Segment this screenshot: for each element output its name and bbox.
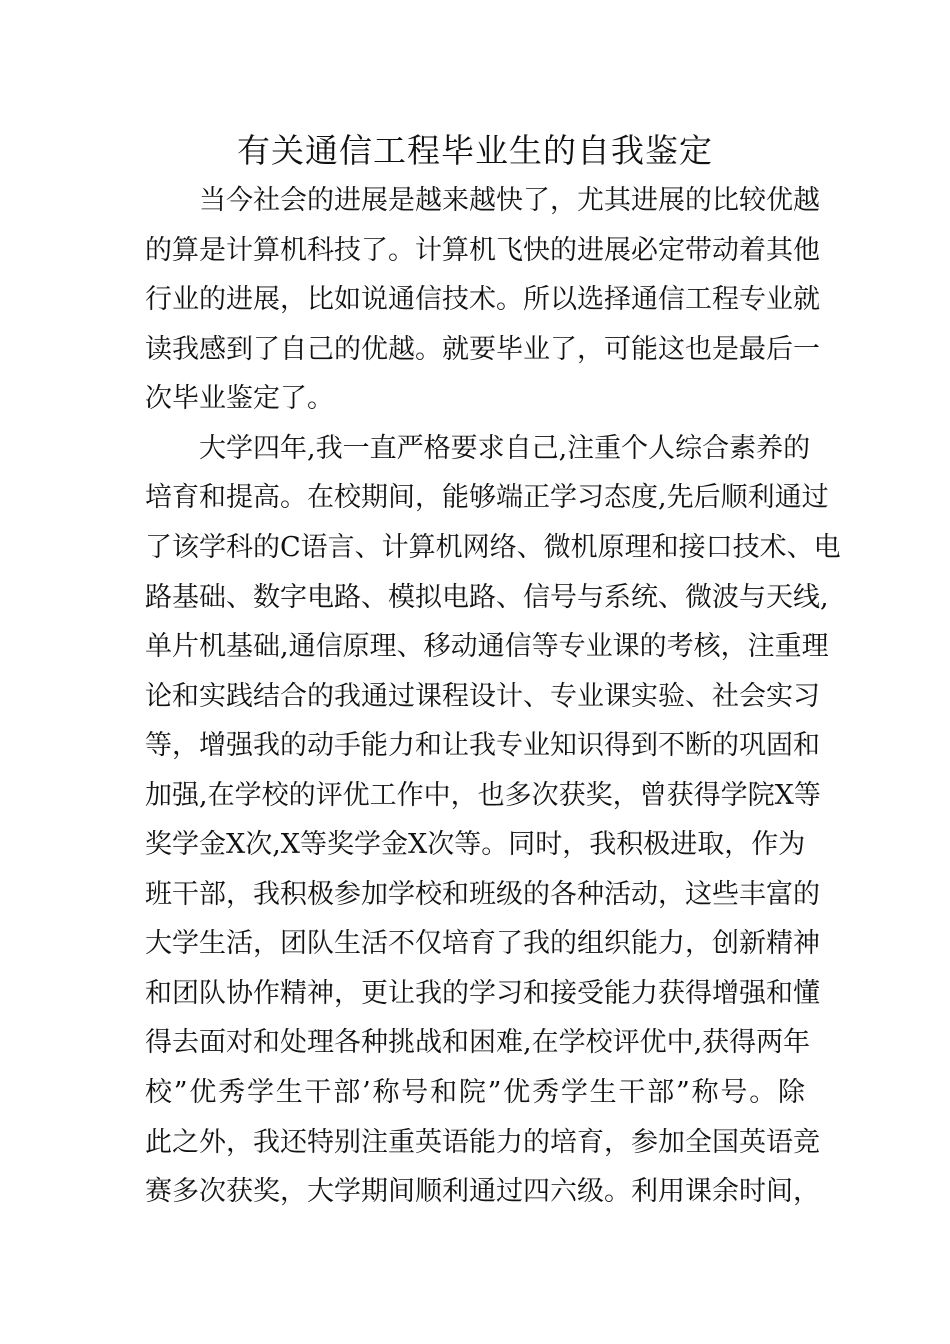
paragraph-2-line-11: 大学生活，团队生活不仅培育了我的组织能力，创新精神 (145, 928, 820, 959)
paragraph-2-line-13: 得去面对和处理各种挑战和困难,在学校评优中,获得两年 (145, 1027, 811, 1058)
paragraph-2-line-8: 加强,在学校的评优工作中，也多次获奖，曾获得学院X等 (145, 780, 821, 811)
paragraph-2-line-16: 赛多次获奖，大学期间顺利通过四六级。利用课余时间， (145, 1176, 820, 1207)
paragraph-2-line-9: 奖学金X次,X等奖学金X次等。同时，我积极进取，作为 (145, 829, 806, 860)
paragraph-1-line-4: 读我感到了自己的优越。就要毕业了，可能这也是最后一 (145, 334, 820, 365)
paragraph-2-line-7: 等，增强我的动手能力和让我专业知识得到不断的巩固和 (145, 730, 820, 761)
paragraph-2-line-5: 单片机基础,通信原理、移动通信等专业课的考核，注重理 (145, 631, 829, 662)
paragraph-1-line-5: 次毕业鉴定了。 (145, 383, 334, 414)
paragraph-2-line-2: 培育和提高。在校期间，能够端正学习态度,先后顺利通过 (145, 482, 829, 513)
paragraph-2-line-1: 大学四年,我一直严格要求自己,注重个人综合素养的 (199, 433, 811, 464)
paragraph-1-line-2: 的算是计算机科技了。计算机飞快的进展必定带动着其他 (145, 235, 820, 266)
paragraph-2-line-14: 校”优秀学生干部’称号和院”优秀学生干部”称号。除 (145, 1077, 805, 1108)
paragraph-2-line-12: 和团队协作精神，更让我的学习和接受能力获得增强和懂 (145, 978, 820, 1009)
paragraph-2-line-3: 了该学科的C语言、计算机网络、微机原理和接口技术、电 (145, 532, 841, 563)
paragraph-1-line-3: 行业的进展，比如说通信技术。所以选择通信工程专业就 (145, 284, 820, 315)
paragraph-2-line-10: 班干部，我积极参加学校和班级的各种活动，这些丰富的 (145, 879, 820, 910)
document-title: 有关通信工程毕业生的自我鉴定 (237, 131, 713, 170)
paragraph-2-line-4: 路基础、数字电路、模拟电路、信号与系统、微波与天线, (145, 582, 829, 613)
paragraph-2-line-15: 此之外，我还特别注重英语能力的培育，参加全国英语竞 (145, 1127, 820, 1158)
paragraph-2-line-6: 论和实践结合的我通过课程设计、专业课实验、社会实习 (145, 681, 820, 712)
paragraph-1-line-1: 当今社会的进展是越来越快了，尤其进展的比较优越 (199, 185, 820, 216)
